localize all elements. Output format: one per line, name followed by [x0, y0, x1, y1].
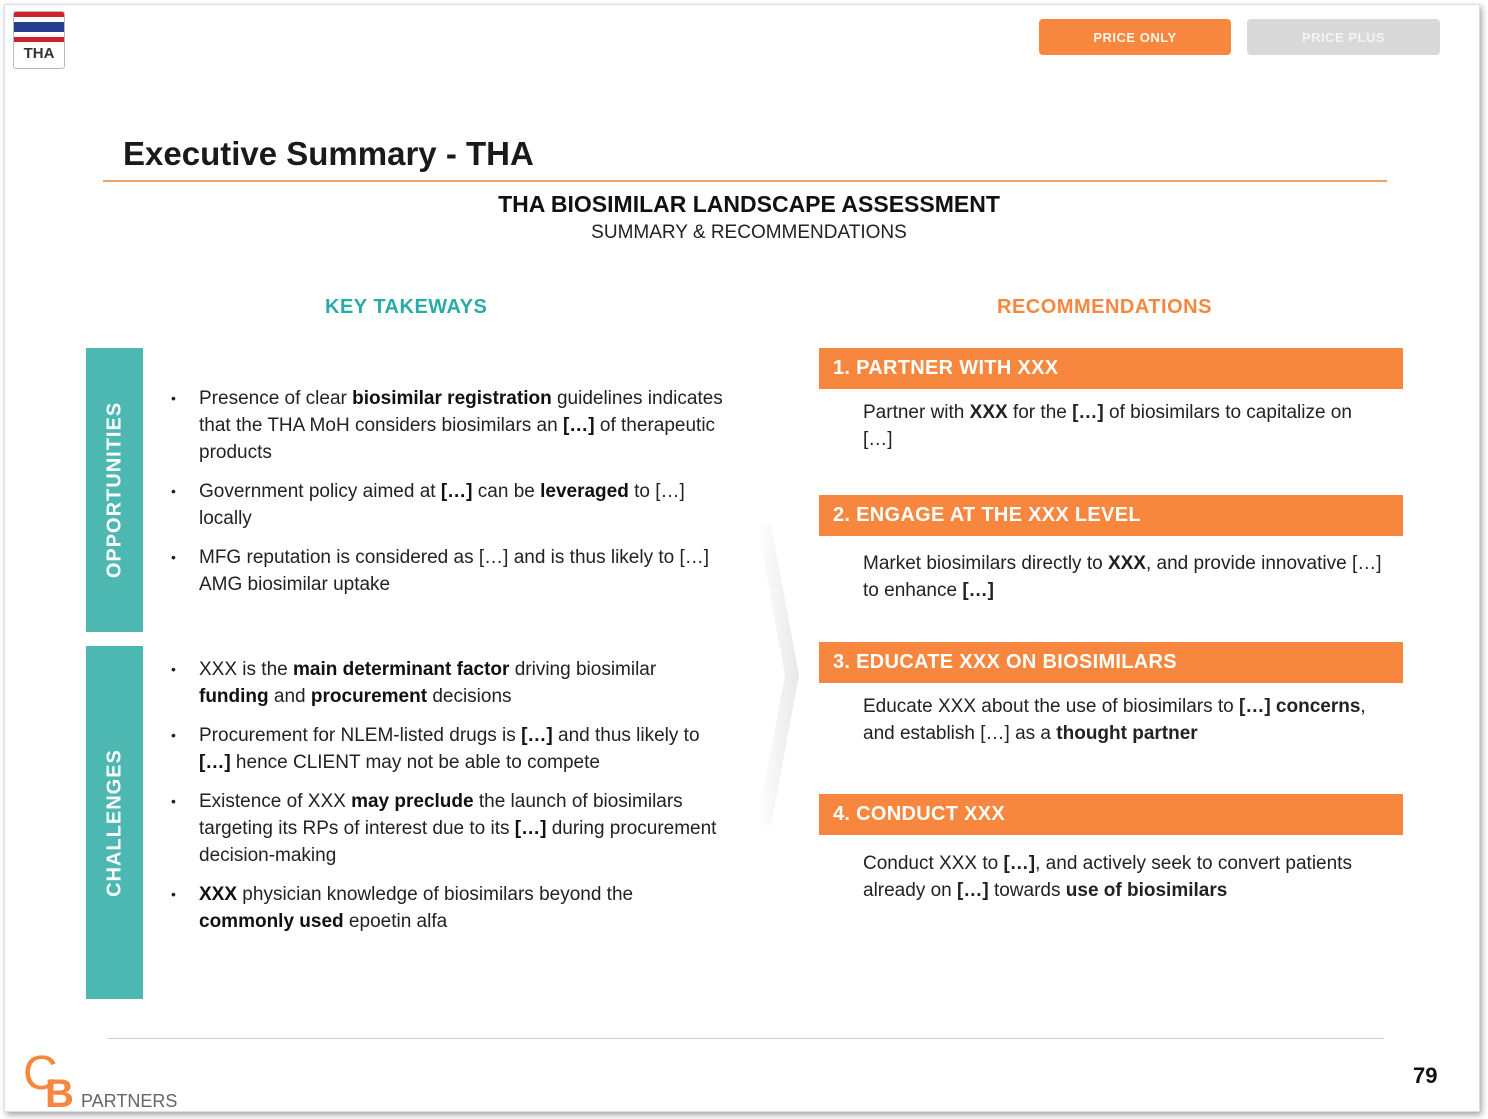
- opportunity-item: [171, 385, 731, 466]
- opportunity-text: Presence of clear biosimilar registration guidelines indicates that the THA MoH considers biosimilars an […] of therapeutic products: [199, 388, 723, 463]
- country-flag-badge: [13, 11, 65, 69]
- page-number: 79: [1413, 1063, 1438, 1088]
- logo-partners-text: PARTNERS: [81, 1091, 178, 1111]
- challenge-text: XXX physician knowledge of biosimilars beyond the commonly used epoetin alfa: [199, 884, 634, 932]
- cb-partners-logo: [23, 1041, 203, 1111]
- bullet-icon: •: [171, 549, 176, 565]
- opportunity-item: [171, 544, 731, 598]
- slide: [4, 4, 1480, 1112]
- country-code: THA: [23, 45, 55, 62]
- bullet-icon: •: [171, 661, 176, 677]
- bullet-icon: •: [171, 483, 176, 499]
- challenges-list: [171, 656, 731, 947]
- footer-divider: [108, 1038, 1384, 1039]
- opportunities-sidebar: [86, 348, 143, 632]
- challenge-item: [171, 881, 731, 935]
- opportunity-text: MFG reputation is considered as […] and is thus likely to […] AMG biosimilar uptake: [199, 547, 710, 595]
- bullet-icon: •: [171, 886, 176, 902]
- opportunity-text: Government policy aimed at […] can be leveraged to […] locally: [199, 481, 685, 529]
- title-divider: [103, 180, 1387, 182]
- logo-letter-b: B: [45, 1072, 74, 1111]
- challenge-item: [171, 656, 731, 710]
- recommendation-title: 4. CONDUCT XXX: [819, 794, 1403, 835]
- recommendation-title: 2. ENGAGE AT THE XXX LEVEL: [819, 495, 1403, 536]
- challenges-label: CHALLENGES: [103, 748, 125, 897]
- flag-stripe: [14, 37, 64, 42]
- page-title: Executive Summary - THA: [123, 135, 534, 172]
- opportunities-label: OPPORTUNITIES: [103, 401, 125, 579]
- challenge-text: Existence of XXX may preclude the launch of biosimilars targeting its RPs of interest due to its […] during procurement decision-making: [199, 791, 717, 866]
- key-takeaways-heading: KEY TAKEWAYS: [325, 296, 488, 318]
- challenge-item: [171, 788, 731, 869]
- chevron-right-icon: [757, 525, 799, 825]
- section-subtitle: SUMMARY & RECOMMENDATIONS: [591, 222, 907, 243]
- recommendation-text: Conduct XXX to […], and actively seek to convert patients already on […] towards use of biosimilars: [863, 853, 1352, 901]
- bullet-icon: •: [171, 390, 176, 406]
- section-title: THA BIOSIMILAR LANDSCAPE ASSESSMENT: [498, 191, 1000, 217]
- opportunities-list: [171, 385, 731, 610]
- bullet-icon: •: [171, 727, 176, 743]
- opportunity-item: [171, 478, 731, 532]
- price-plus-button[interactable]: PRICE PLUS: [1247, 19, 1440, 55]
- recommendation-title: 1. PARTNER WITH XXX: [819, 348, 1403, 389]
- price-only-button[interactable]: PRICE ONLY: [1039, 19, 1231, 55]
- recommendation-text: Educate XXX about the use of biosimilars to […] concerns, and establish […] as a thought partner: [863, 696, 1366, 744]
- challenge-text: Procurement for NLEM-listed drugs is […] and thus likely to […] hence CLIENT may not be able to compete: [199, 725, 700, 773]
- challenge-text: XXX is the main determinant factor driving biosimilar funding and procurement decisions: [199, 659, 657, 707]
- recommendation-text: Partner with XXX for the […] of biosimilars to capitalize on […]: [863, 402, 1352, 450]
- challenges-sidebar: [86, 646, 143, 999]
- logo-letter-c: C: [23, 1047, 58, 1100]
- challenge-item: [171, 722, 731, 776]
- thailand-flag-icon: [14, 12, 64, 42]
- recommendation-text: Market biosimilars directly to XXX, and provide innovative […] to enhance […]: [863, 553, 1382, 601]
- recommendation-title: 3. EDUCATE XXX ON BIOSIMILARS: [819, 642, 1403, 683]
- bullet-icon: •: [171, 793, 176, 809]
- recommendations-heading: RECOMMENDATIONS: [997, 296, 1212, 318]
